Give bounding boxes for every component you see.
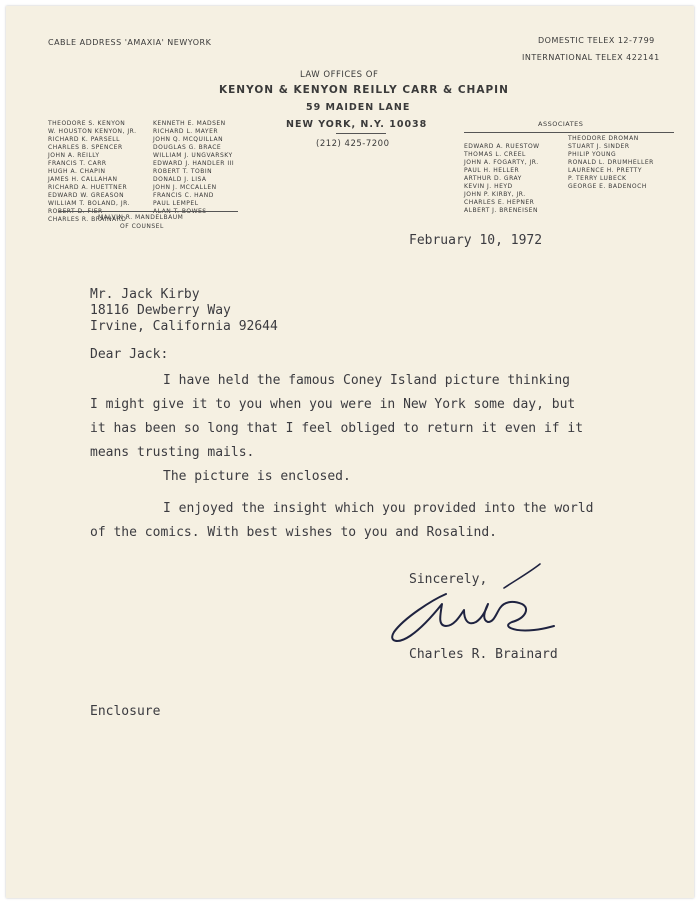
associates-column-2	[568, 135, 654, 191]
associates-heading: ASSOCIATES	[538, 120, 584, 128]
partner-name: KENNETH E. MADSEN	[153, 120, 226, 127]
partner-name: JOHN J. MCCALLEN	[153, 184, 217, 191]
partner-name: CHARLES R. BRAINARD	[48, 216, 127, 223]
partner-name: RICHARD K. PARSELL	[48, 136, 120, 143]
phone-number: (212) 425-7200	[316, 139, 390, 149]
signer-name: Charles R. Brainard	[409, 647, 558, 662]
partner-name: JAMES H. CALLAHAN	[48, 176, 118, 183]
associate-name: PHILIP YOUNG	[568, 151, 617, 158]
header-rule	[336, 133, 386, 134]
closing: Sincerely,	[409, 572, 488, 587]
firm-name: KENYON & KENYON REILLY CARR & CHAPIN	[219, 84, 509, 96]
associate-name: THOMAS L. CREEL	[464, 151, 526, 158]
body-line: I have held the famous Coney Island picture thinking	[163, 373, 570, 388]
partner-name: DOUGLAS G. BRACE	[153, 144, 222, 151]
partner-name: RICHARD L. MAYER	[153, 128, 219, 135]
partner-name: WILLIAM J. UNGVARSKY	[153, 152, 233, 159]
partner-name: DONALD J. LISA	[153, 176, 207, 183]
associate-name: GEORGE E. BADENOCH	[568, 183, 647, 190]
partner-name: THEODORE S. KENYON	[48, 120, 126, 127]
associates-rule	[464, 132, 674, 133]
letter-date: February 10, 1972	[409, 233, 543, 248]
partner-name: JOHN A. REILLY	[48, 152, 100, 159]
partner-name: JOHN Q. MCQUILLAN	[153, 136, 224, 143]
partner-name: W. HOUSTON KENYON, JR.	[48, 128, 137, 135]
salutation: Dear Jack:	[90, 347, 169, 362]
body-line: I enjoyed the insight which you provided into the world	[163, 501, 594, 516]
associate-name: PAUL H. HELLER	[464, 167, 520, 174]
partner-name: RICHARD A. HUETTNER	[48, 184, 128, 191]
recipient-line: Mr. Jack Kirby	[90, 287, 200, 302]
recipient-line: 18116 Dewberry Way	[90, 303, 231, 318]
cable-address: CABLE ADDRESS 'AMAXIA' NEWYORK	[48, 38, 212, 47]
enclosure-note: Enclosure	[90, 704, 161, 719]
partner-name: HUGH A. CHAPIN	[48, 168, 106, 175]
body-line: means trusting mails.	[90, 445, 255, 460]
counsel-rule	[58, 211, 238, 212]
partner-name: ROBERT T. TOBIN	[153, 168, 213, 175]
city-address: NEW YORK, N.Y. 10038	[286, 119, 428, 130]
body-line: of the comics. With best wishes to you and Rosalind.	[90, 525, 497, 540]
partner-name: CHARLES B. SPENCER	[48, 144, 123, 151]
partner-name: ALAN T. BOWES	[153, 208, 207, 215]
signature-image	[384, 560, 564, 650]
associate-name: CHARLES E. HEPNER	[464, 199, 535, 206]
partner-name: FRANCIS C. HAND	[153, 192, 214, 199]
associate-name: LAURENCE H. PRETTY	[568, 167, 643, 174]
body-line: I might give it to you when you were in New York some day, but	[90, 397, 576, 412]
associate-name: EDWARD A. RUESTOW	[464, 143, 540, 150]
body-line: it has been so long that I feel obliged to return it even if it	[90, 421, 584, 436]
body-line: The picture is enclosed.	[163, 469, 351, 484]
associate-name: JOHN P. KIRBY, JR.	[464, 191, 526, 198]
partner-name: EDWARD W. GREASON	[48, 192, 125, 199]
street-address: 59 MAIDEN LANE	[306, 102, 411, 113]
of-counsel-name: MALVIN R. MANDELBAUM	[98, 214, 184, 221]
recipient-line: Irvine, California 92644	[90, 319, 278, 334]
partner-name: EDWARD J. HANDLER III	[153, 160, 235, 167]
international-telex: INTERNATIONAL TELEX 422141	[522, 53, 660, 62]
associate-name: JOHN A. FOGARTY, JR.	[464, 159, 539, 166]
associate-name: RONALD L. DRUMHELLER	[568, 159, 654, 166]
partners-column-2	[153, 120, 234, 216]
associates-column-1	[464, 135, 540, 215]
associate-name: P. TERRY LUBECK	[568, 175, 627, 182]
associate-name: KEVIN J. HEYD	[464, 183, 513, 190]
letter-page	[6, 6, 694, 898]
domestic-telex: DOMESTIC TELEX 12-7799	[538, 36, 655, 45]
partner-name: FRANCIS T. CARR	[48, 160, 107, 167]
associate-name: ARTHUR D. GRAY	[464, 175, 522, 182]
of-counsel-label: OF COUNSEL	[120, 223, 164, 230]
associate-name: ALBERT J. BRENEISEN	[464, 207, 538, 214]
associate-name: THEODORE DROMAN	[568, 135, 639, 142]
law-offices-label: LAW OFFICES OF	[300, 70, 379, 80]
partner-name: PAUL LEMPEL	[153, 200, 199, 207]
partner-name: WILLIAM T. BOLAND, JR.	[48, 200, 130, 207]
partner-name: ROBERT D. FIER	[48, 208, 103, 215]
partners-column-1	[48, 120, 136, 224]
associate-name: STUART J. SINDER	[568, 143, 630, 150]
